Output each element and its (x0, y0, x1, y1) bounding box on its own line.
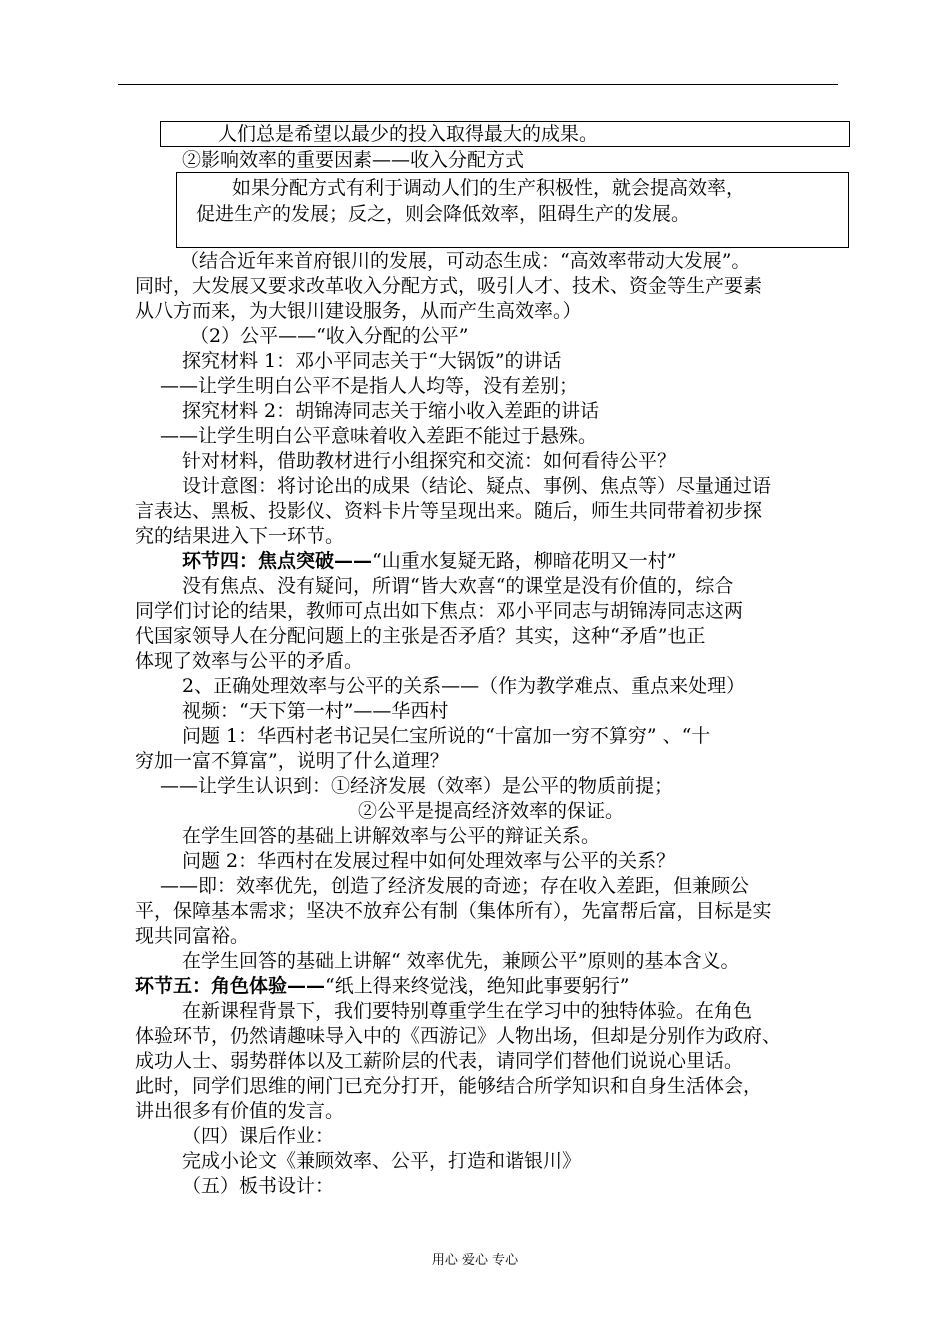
text-line: （2）公平——“收入分配的公平” (190, 325, 469, 347)
text-line: （五）板书设计： (182, 1175, 335, 1197)
text-line: 探究材料 1：邓小平同志关于“大锅饭”的讲话 (182, 350, 562, 372)
text-line: ——让学生明白公平意味着收入差距不能过于悬殊。 (160, 425, 598, 447)
section-4-line (182, 549, 676, 573)
section-5-line (135, 974, 629, 998)
text-line: 促进生产的发展；反之，则会降低效率，阻碍生产的发展。 (196, 203, 691, 225)
section-5-quote: “纸上得来终觉浅，绝知此事要躬行” (325, 975, 630, 997)
section-5-heading: 环节五：角色体验—— (135, 975, 326, 997)
text-line: 此时，同学们思维的闸门已充分打开，能够结合所学知识和自身生活体会， (135, 1075, 763, 1097)
text-line: 言表达、黑板、投影仪、资料卡片等呈现出来。随后，师生共同带着初步探 (135, 500, 763, 522)
text-line: 2、正确处理效率与公平的关系——（作为教学难点、重点来处理） (182, 675, 746, 697)
text-line: 在学生回答的基础上讲解“ 效率优先，兼顾公平”原则的基本含义。 (182, 950, 740, 972)
text-line: 在新课程背景下，我们要特别尊重学生在学习中的独特体验。在角色 (182, 1000, 753, 1022)
text-line: （四）课后作业： (182, 1125, 335, 1147)
header-rule (118, 84, 838, 85)
text-line: 完成小论文《兼顾效率、公平，打造和谐银川》 (182, 1150, 582, 1172)
text-line: ——让学生明白公平不是指人人均等，没有差别； (160, 375, 579, 397)
text-line: 同时，大发展又要求改革收入分配方式，吸引人才、技术、资金等生产要素 (135, 275, 763, 297)
text-line: 问题 1：华西村老书记吴仁宝所说的“十富加一穷不算穷” 、“十 (182, 725, 711, 747)
text-line: 讲出很多有价值的发言。 (135, 1100, 345, 1122)
text-line: 现共同富裕。 (135, 925, 250, 947)
text-line: 从八方而来，为大银川建设服务，从而产生高效率。） (135, 300, 582, 322)
text-line: 平，保障基本需求；坚决不放弃公有制（集体所有），先富帮后富，目标是实 (135, 900, 772, 922)
text-line: 成功人士、弱势群体以及工薪阶层的代表，请同学们替他们说说心里话。 (135, 1050, 744, 1072)
text-line: 视频：“天下第一村”——华西村 (182, 700, 449, 722)
section-4-heading: 环节四：焦点突破—— (182, 550, 373, 572)
text-line: ②公平是提高经济效率的保证。 (358, 800, 625, 822)
text-line: 问题 2：华西村在发展过程中如何处理效率与公平的关系？ (182, 850, 676, 872)
text-line: 代国家领导人在分配问题上的主张是否矛盾？其实，这种“矛盾”也正 (135, 625, 706, 647)
text-line: 人们总是希望以最少的投入取得最大的成果。 (218, 123, 599, 145)
text-line: 在学生回答的基础上讲解效率与公平的辩证关系。 (182, 825, 601, 847)
page-footer: 用心 爱心 专心 (431, 1253, 519, 1268)
text-line: （结合近年来首府银川的发展，可动态生成：“高效率带动大发展”。 (180, 250, 751, 272)
text-line: 设计意图：将讨论出的成果（结论、疑点、事例、焦点等）尽量通过语 (182, 475, 772, 497)
text-line: 探究材料 2：胡锦涛同志关于缩小收入差距的讲话 (182, 400, 600, 422)
text-line: 体现了效率与公平的矛盾。 (135, 650, 364, 672)
text-line: ——即：效率优先，创造了经济发展的奇迹；存在收入差距，但兼顾公 (160, 875, 750, 897)
text-line: ②影响效率的重要因素——收入分配方式 (182, 149, 525, 171)
text-line: 如果分配方式有利于调动人们的生产积极性，就会提高效率， (232, 177, 746, 199)
text-line: 同学们讨论的结果，教师可点出如下焦点：邓小平同志与胡锦涛同志这两 (135, 600, 744, 622)
text-line: 究的结果进入下一环节。 (135, 525, 345, 547)
text-line: 体验环节，仍然请趣味导入中的《西游记》人物出场，但却是分别作为政府、 (135, 1025, 782, 1047)
text-line: 没有焦点、没有疑问，所谓“皆大欢喜“的课堂是没有价值的，综合 (182, 575, 734, 597)
text-line: ——让学生认识到：①经济发展（效率）是公平的物质前提； (160, 775, 674, 797)
text-line: 穷加一富不算富”，说明了什么道理？ (135, 750, 449, 772)
text-line: 针对材料，借助教材进行小组探究和交流：如何看待公平？ (182, 450, 677, 472)
section-4-quote: “山重水复疑无路，柳暗花明又一村” (372, 550, 677, 572)
